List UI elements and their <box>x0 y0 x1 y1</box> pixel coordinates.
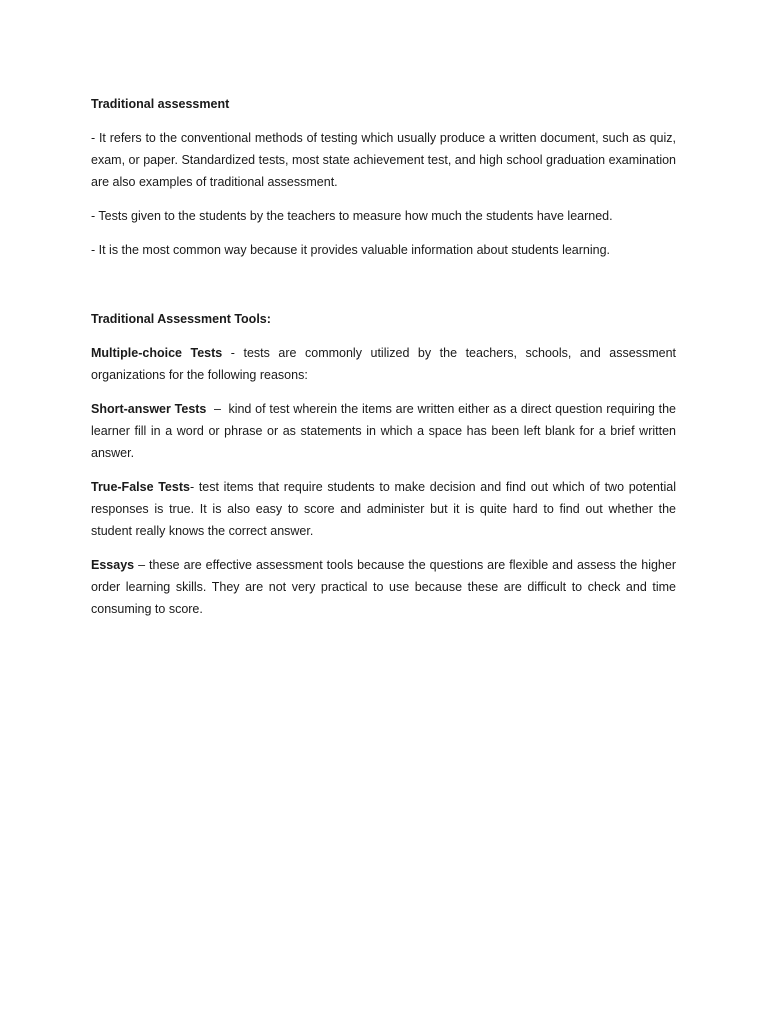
purpose-paragraph: - Tests given to the students by the teachers to measure how much the students have learned. <box>91 209 613 223</box>
tool-short-answer <box>91 398 680 464</box>
tool-term: Short-answer Tests <box>91 402 207 416</box>
tool-description: – these are effective assessment tools because the questions are flexible and assess the higher order learning skills. They are not very practical to use because these are difficult to check and time consuming to score. <box>91 558 676 616</box>
definition-paragraph: - It refers to the conventional methods of testing which usually produce a written document, such as quiz, exam, or paper. Standardized tests, most state achievement test, and high school graduation examination are also examples of traditional assessment. <box>91 131 676 189</box>
common-way-paragraph: - It is the most common way because it provides valuable information about students learning. <box>91 243 611 257</box>
section-heading-traditional-assessment: Traditional assessment <box>91 97 230 111</box>
tool-essays <box>91 554 676 620</box>
tool-description: - test items that require students to make decision and find out which of two potential responses is true. It is also easy to score and administer but it is quite hard to find out whether the student really knows the correct answer. <box>91 480 676 538</box>
tool-term: Multiple-choice Tests <box>91 346 223 360</box>
section-spacer <box>91 273 676 308</box>
section-heading-assessment-tools: Traditional Assessment Tools: <box>91 312 271 326</box>
tool-description: – kind of test wherein the items are written either as a direct question requiring the learner fill in a word or phrase or as statements in which a space has been left blank for a brief written answer. <box>91 402 680 460</box>
tool-term: Essays <box>91 558 135 572</box>
tool-description: - tests are commonly utilized by the teachers, schools, and assessment organizations for the following reasons: <box>91 346 676 382</box>
tool-multiple-choice <box>91 342 676 386</box>
document-page <box>91 93 680 632</box>
tool-term: True-False Tests <box>91 480 190 494</box>
tool-true-false <box>91 476 676 542</box>
